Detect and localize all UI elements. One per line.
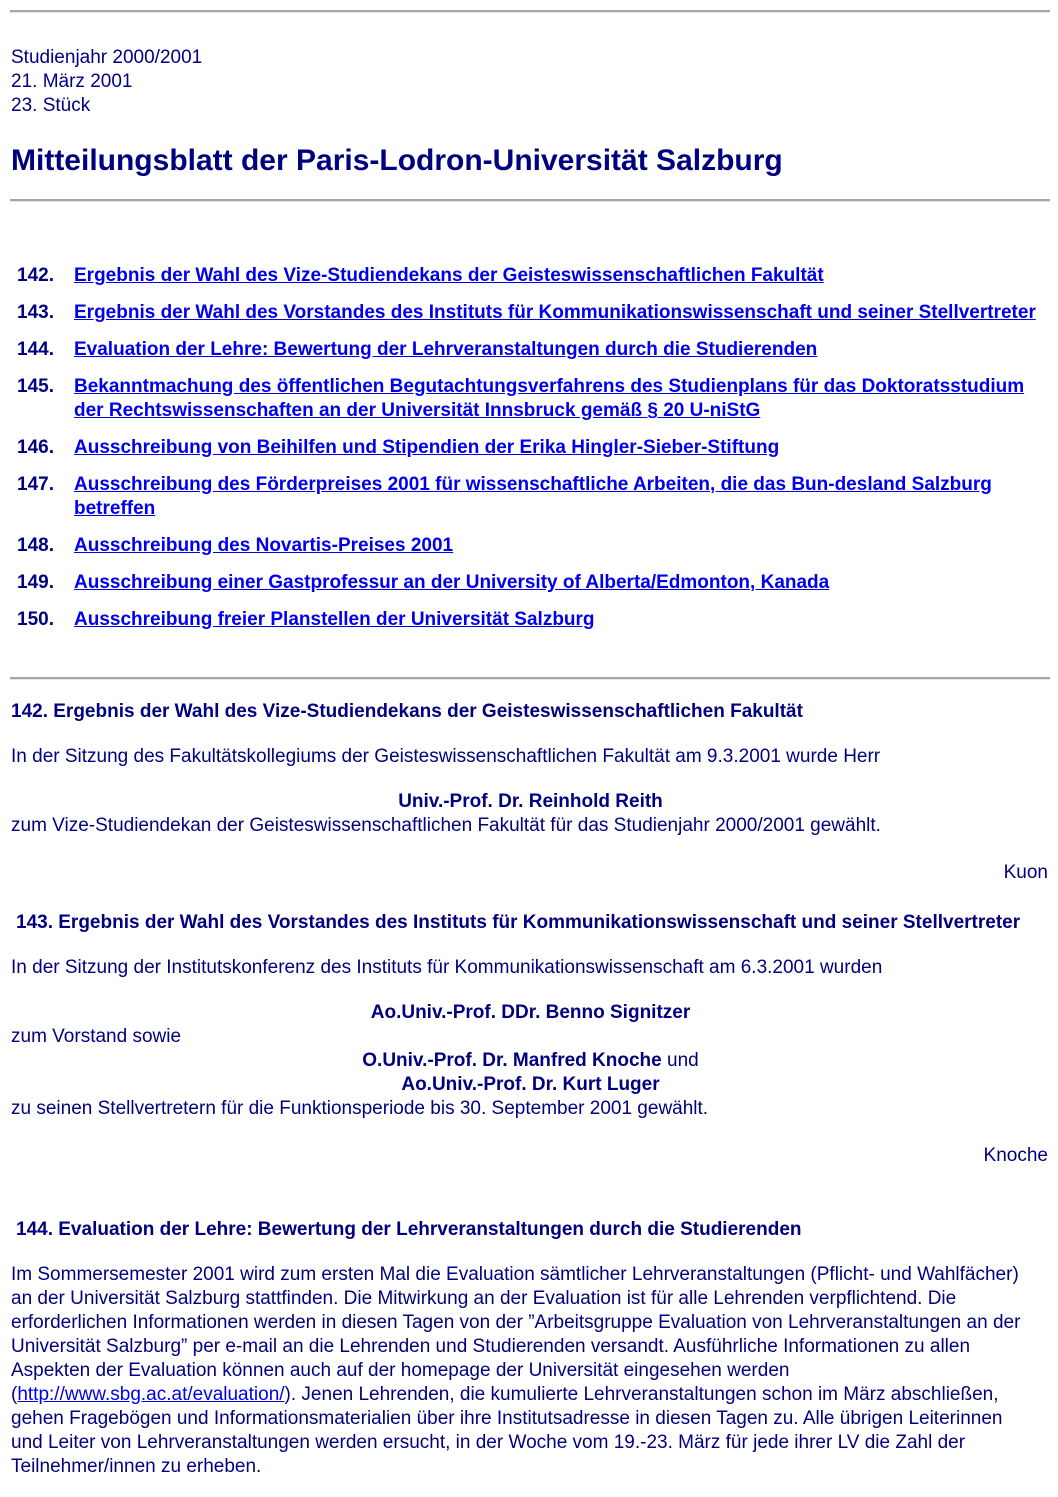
- section-outro: zum Vize-Studiendekan der Geisteswissenschaftlichen Fakultät für das Studienjahr 2000/2001 gewählt.: [11, 815, 881, 836]
- toc-link-145[interactable]: Bekanntmachung des öffentlichen Begutachtungsverfahrens des Studienplans für das Doktoratsstudium der Rechtswissenschaften an der Universität Innsbruck gemäß § 20 U-niStG: [74, 376, 1025, 421]
- elected-deputy-line: [11, 1049, 1050, 1073]
- toc-number: 145.: [17, 376, 54, 397]
- toc-number: 142.: [17, 265, 54, 286]
- role-text: zum Vorstand sowie: [11, 1026, 182, 1047]
- section-intro: In der Sitzung des Fakultätskollegiums der Geisteswissenschaftlichen Fakultät am 9.3.2001 wurde Herr: [11, 746, 881, 767]
- section-title: 142. Ergebnis der Wahl des Vize-Studiendekans der Geisteswissenschaftlichen Fakultät: [11, 701, 803, 722]
- section-143: [11, 911, 1050, 1168]
- toc-number: 150.: [17, 609, 54, 630]
- toc-item-144: [17, 338, 1047, 362]
- header-rule: [10, 199, 1050, 202]
- section-142: [11, 700, 1050, 885]
- toc-item-149: [17, 571, 1047, 595]
- issue-date: 21. März 2001: [11, 71, 133, 92]
- elected-chair: Ao.Univ.-Prof. DDr. Benno Signitzer: [370, 1002, 691, 1023]
- and-word: und: [661, 1050, 699, 1071]
- toc-item-146: [17, 436, 1047, 460]
- study-year: Studienjahr 2000/2001: [11, 47, 203, 68]
- toc-link-148[interactable]: Ausschreibung des Novartis-Preises 2001: [74, 535, 454, 556]
- toc-item-147: [17, 473, 1047, 521]
- signature: Kuon: [1003, 862, 1048, 883]
- elected-person: Univ.-Prof. Dr. Reinhold Reith: [398, 791, 663, 812]
- section-title: 143. Ergebnis der Wahl des Vorstandes des Instituts für Kommunikationswissenschaft und seiner Stellvertreter: [16, 912, 1021, 933]
- toc-item-143: [17, 301, 1047, 325]
- toc-item-150: [17, 608, 1047, 632]
- section-intro: In der Sitzung der Institutskonferenz des Instituts für Kommunikationswissenschaft am 6.3.2001 wurden: [11, 957, 883, 978]
- table-of-contents: [17, 264, 1047, 645]
- page-title: Mitteilungsblatt der Paris-Lodron-Universität Salzburg: [11, 144, 783, 177]
- section-title: 144. Evaluation der Lehre: Bewertung der Lehrveranstaltungen durch die Studierenden: [16, 1219, 802, 1240]
- signature: Knoche: [983, 1145, 1048, 1166]
- toc-link-149[interactable]: Ausschreibung einer Gastprofessur an der University of Alberta/Edmonton, Kanada: [74, 572, 830, 593]
- section-outro: zu seinen Stellvertretern für die Funktionsperiode bis 30. September 2001 gewählt.: [11, 1098, 709, 1119]
- toc-number: 148.: [17, 535, 54, 556]
- toc-item-148: [17, 534, 1047, 558]
- toc-link-147[interactable]: Ausschreibung des Förderpreises 2001 für wissenschaftliche Arbeiten, die das Bun-desland Salzburg betreffen: [74, 474, 992, 519]
- toc-link-144[interactable]: Evaluation der Lehre: Bewertung der Lehrveranstaltungen durch die Studierenden: [74, 339, 818, 360]
- section-144: [11, 1218, 1050, 1479]
- elected-deputy-2: Ao.Univ.-Prof. Dr. Kurt Luger: [401, 1074, 660, 1095]
- toc-link-146[interactable]: Ausschreibung von Beihilfen und Stipendien der Erika Hingler-Sieber-Stiftung: [74, 437, 780, 458]
- body-text-end: ). Jenen Lehrenden, die kumulierte Lehrveranstaltungen schon im März abschließen, gehen Fragebögen und Informationsmaterialien über ihre Institutsadresse in diesen Tagen zu. Alle übrigen Leiterinnen und Leiter von Lehrveranstaltungen werden ersucht, in der Woche vom 19.-23. März für jede ihrer LV die Zahl der Teilnehmer/innen zu erheben.: [11, 1384, 1003, 1477]
- issue-meta: [11, 46, 202, 118]
- issue-number: 23. Stück: [11, 95, 91, 116]
- toc-item-142: [17, 264, 1047, 288]
- toc-number: 146.: [17, 437, 54, 458]
- toc-item-145: [17, 375, 1047, 423]
- toc-number: 143.: [17, 302, 54, 323]
- toc-link-142[interactable]: Ergebnis der Wahl des Vize-Studiendekans der Geisteswissenschaftlichen Fakultät: [74, 265, 824, 286]
- top-rule: [10, 10, 1050, 13]
- toc-number: 147.: [17, 474, 54, 495]
- toc-number: 144.: [17, 339, 54, 360]
- toc-link-150[interactable]: Ausschreibung freier Planstellen der Universität Salzburg: [74, 609, 595, 630]
- evaluation-homepage-link[interactable]: http://www.sbg.ac.at/evaluation/: [17, 1384, 285, 1405]
- body-text-start: Im Sommersemester 2001 wird zum ersten Mal die Evaluation sämtlicher Lehrveranstaltungen (Pflicht- und Wahlfächer) an der Universität Salzburg stattfinden. Die Mitwirkung an der Evaluation ist für alle Lehrenden verpflichtend. Die erforderlichen Informationen werden in diesen Tagen von der ”Arbeitsgruppe Evaluation von Lehrveranstaltungen an der Universität Salzburg” per e-mail an die Lehrenden und Studierenden versandt. Ausführliche Informationen zu allen Aspekten der Evaluation können auch auf der homepage der Universität eingesehen werden (: [11, 1264, 1021, 1405]
- toc-number: 149.: [17, 572, 54, 593]
- toc-rule: [10, 677, 1050, 680]
- toc-link-143[interactable]: Ergebnis der Wahl des Vorstandes des Instituts für Kommunikationswissenschaft und seiner Stellvertreter: [74, 302, 1036, 323]
- elected-deputy-1: O.Univ.-Prof. Dr. Manfred Knoche: [362, 1050, 662, 1071]
- section-body: [11, 1263, 1029, 1479]
